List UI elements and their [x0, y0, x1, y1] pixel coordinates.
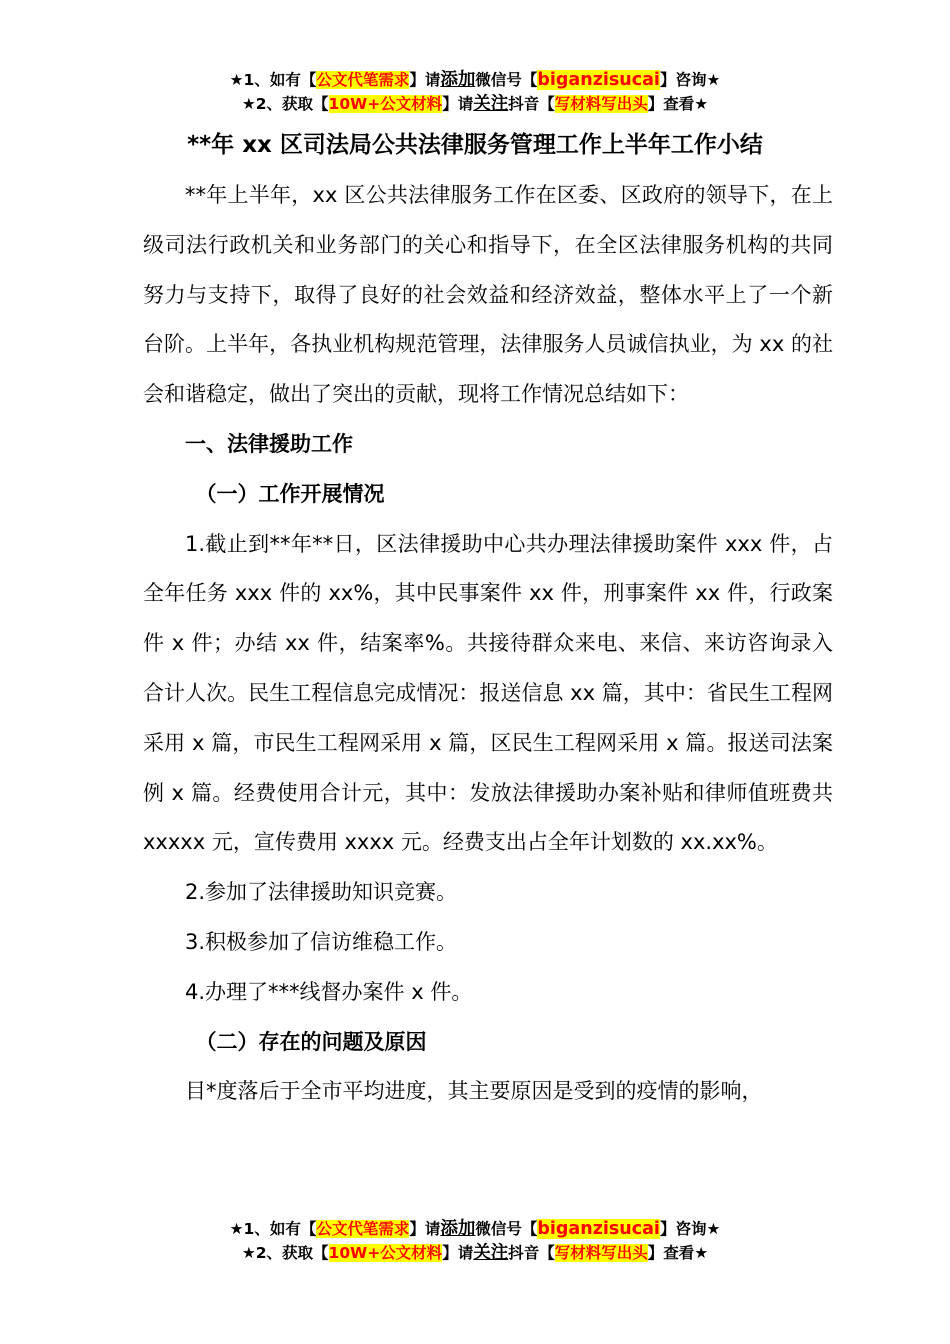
- subsection-heading: （二）存在的问题及原因: [195, 1029, 427, 1054]
- promo-douyin-id: 写材料写出头: [554, 1244, 648, 1262]
- body-paragraph: 2.参加了法律援助知识竞赛。: [185, 880, 458, 905]
- promo-emphasis: 关注: [473, 94, 509, 114]
- promo-highlight: 公文代笔需求: [316, 1220, 410, 1238]
- promo-text: 】查看★: [647, 95, 709, 113]
- promo-text: ★1、如有【: [229, 1220, 317, 1238]
- promo-wechat-id: biganzisucai: [537, 1219, 660, 1239]
- promo-text: 抖音【: [508, 1244, 555, 1262]
- document-body: [143, 171, 833, 1117]
- promo-banner-bottom: [0, 1217, 950, 1265]
- promo-highlight: 公文代笔需求: [316, 71, 410, 89]
- promo-emphasis: 添加: [440, 1219, 476, 1239]
- intro-paragraph: **年上半年，xx 区公共法律服务工作在区委、区政府的领导下，在上级司法行政机关和业务部门的关心和指导下，在全区法律服务机构的共同努力与支持下，取得了良好的社会效益和经济效益，整体水平上了一个新台阶。上半年，各执业机构规范管理，法律服务人员诚信执业，为 xx 的社会和谐稳定，做出了突出的贡献，现将工作情况总结如下：: [143, 183, 833, 407]
- section-heading: 一、法律援助工作: [185, 431, 353, 456]
- promo-text: 】请: [442, 95, 474, 113]
- promo-banner-top: [0, 68, 950, 116]
- promo-text: 】咨询★: [659, 71, 721, 89]
- body-paragraph: 目*度落后于全市平均进度，其主要原因是受到的疫情的影响，: [185, 1079, 763, 1104]
- promo-text: ★1、如有【: [229, 71, 317, 89]
- promo-line-2: [0, 1241, 950, 1265]
- promo-text: 】请: [442, 1244, 474, 1262]
- promo-douyin-id: 写材料写出头: [554, 95, 648, 113]
- promo-text: 】请: [409, 71, 441, 89]
- promo-line-1: [0, 1217, 950, 1241]
- subsection-heading: （一）工作开展情况: [195, 481, 385, 506]
- document-title: **年 xx 区司法局公共法律服务管理工作上半年工作小结: [187, 132, 763, 158]
- body-paragraph: 3.积极参加了信访维稳工作。: [185, 929, 458, 954]
- promo-highlight: 10W+公文材料: [328, 1244, 443, 1262]
- body-paragraph: 4.办理了***线督办案件 x 件。: [185, 979, 473, 1004]
- promo-text: 抖音【: [508, 95, 555, 113]
- promo-text: 微信号【: [475, 1220, 538, 1238]
- promo-text: ★2、获取【: [241, 95, 329, 113]
- promo-text: 】咨询★: [659, 1220, 721, 1238]
- promo-line-2: [0, 92, 950, 116]
- promo-highlight: 10W+公文材料: [328, 95, 443, 113]
- promo-text: 】请: [409, 1220, 441, 1238]
- promo-text: ★2、获取【: [241, 1244, 329, 1262]
- promo-text: 微信号【: [475, 71, 538, 89]
- promo-text: 】查看★: [647, 1244, 709, 1262]
- promo-wechat-id: biganzisucai: [537, 70, 660, 90]
- promo-emphasis: 关注: [473, 1243, 509, 1263]
- body-paragraph: 1.截止到**年**日，区法律援助中心共办理法律援助案件 xxx 件，占全年任务 xxx 件的 xx%，其中民事案件 xx 件，刑事案件 xx 件，行政案件 x 件；办结 xx 件，结案率%。共接待群众来电、来信、来访咨询录入合计人次。民生工程信息完成情况：报送信息 xx 篇，其中：省民生工程网采用 x 篇，市民生工程网采用 x 篇，区民生工程网采用 x 篇。报送司法案例 x 篇。经费使用合计元，其中：发放法律援助办案补贴和律师值班费共 xxxxx 元，宣传费用 xxxx 元。经费支出占全年计划数的 xx.xx%。: [143, 531, 833, 855]
- promo-emphasis: 添加: [440, 70, 476, 90]
- promo-line-1: [0, 68, 950, 92]
